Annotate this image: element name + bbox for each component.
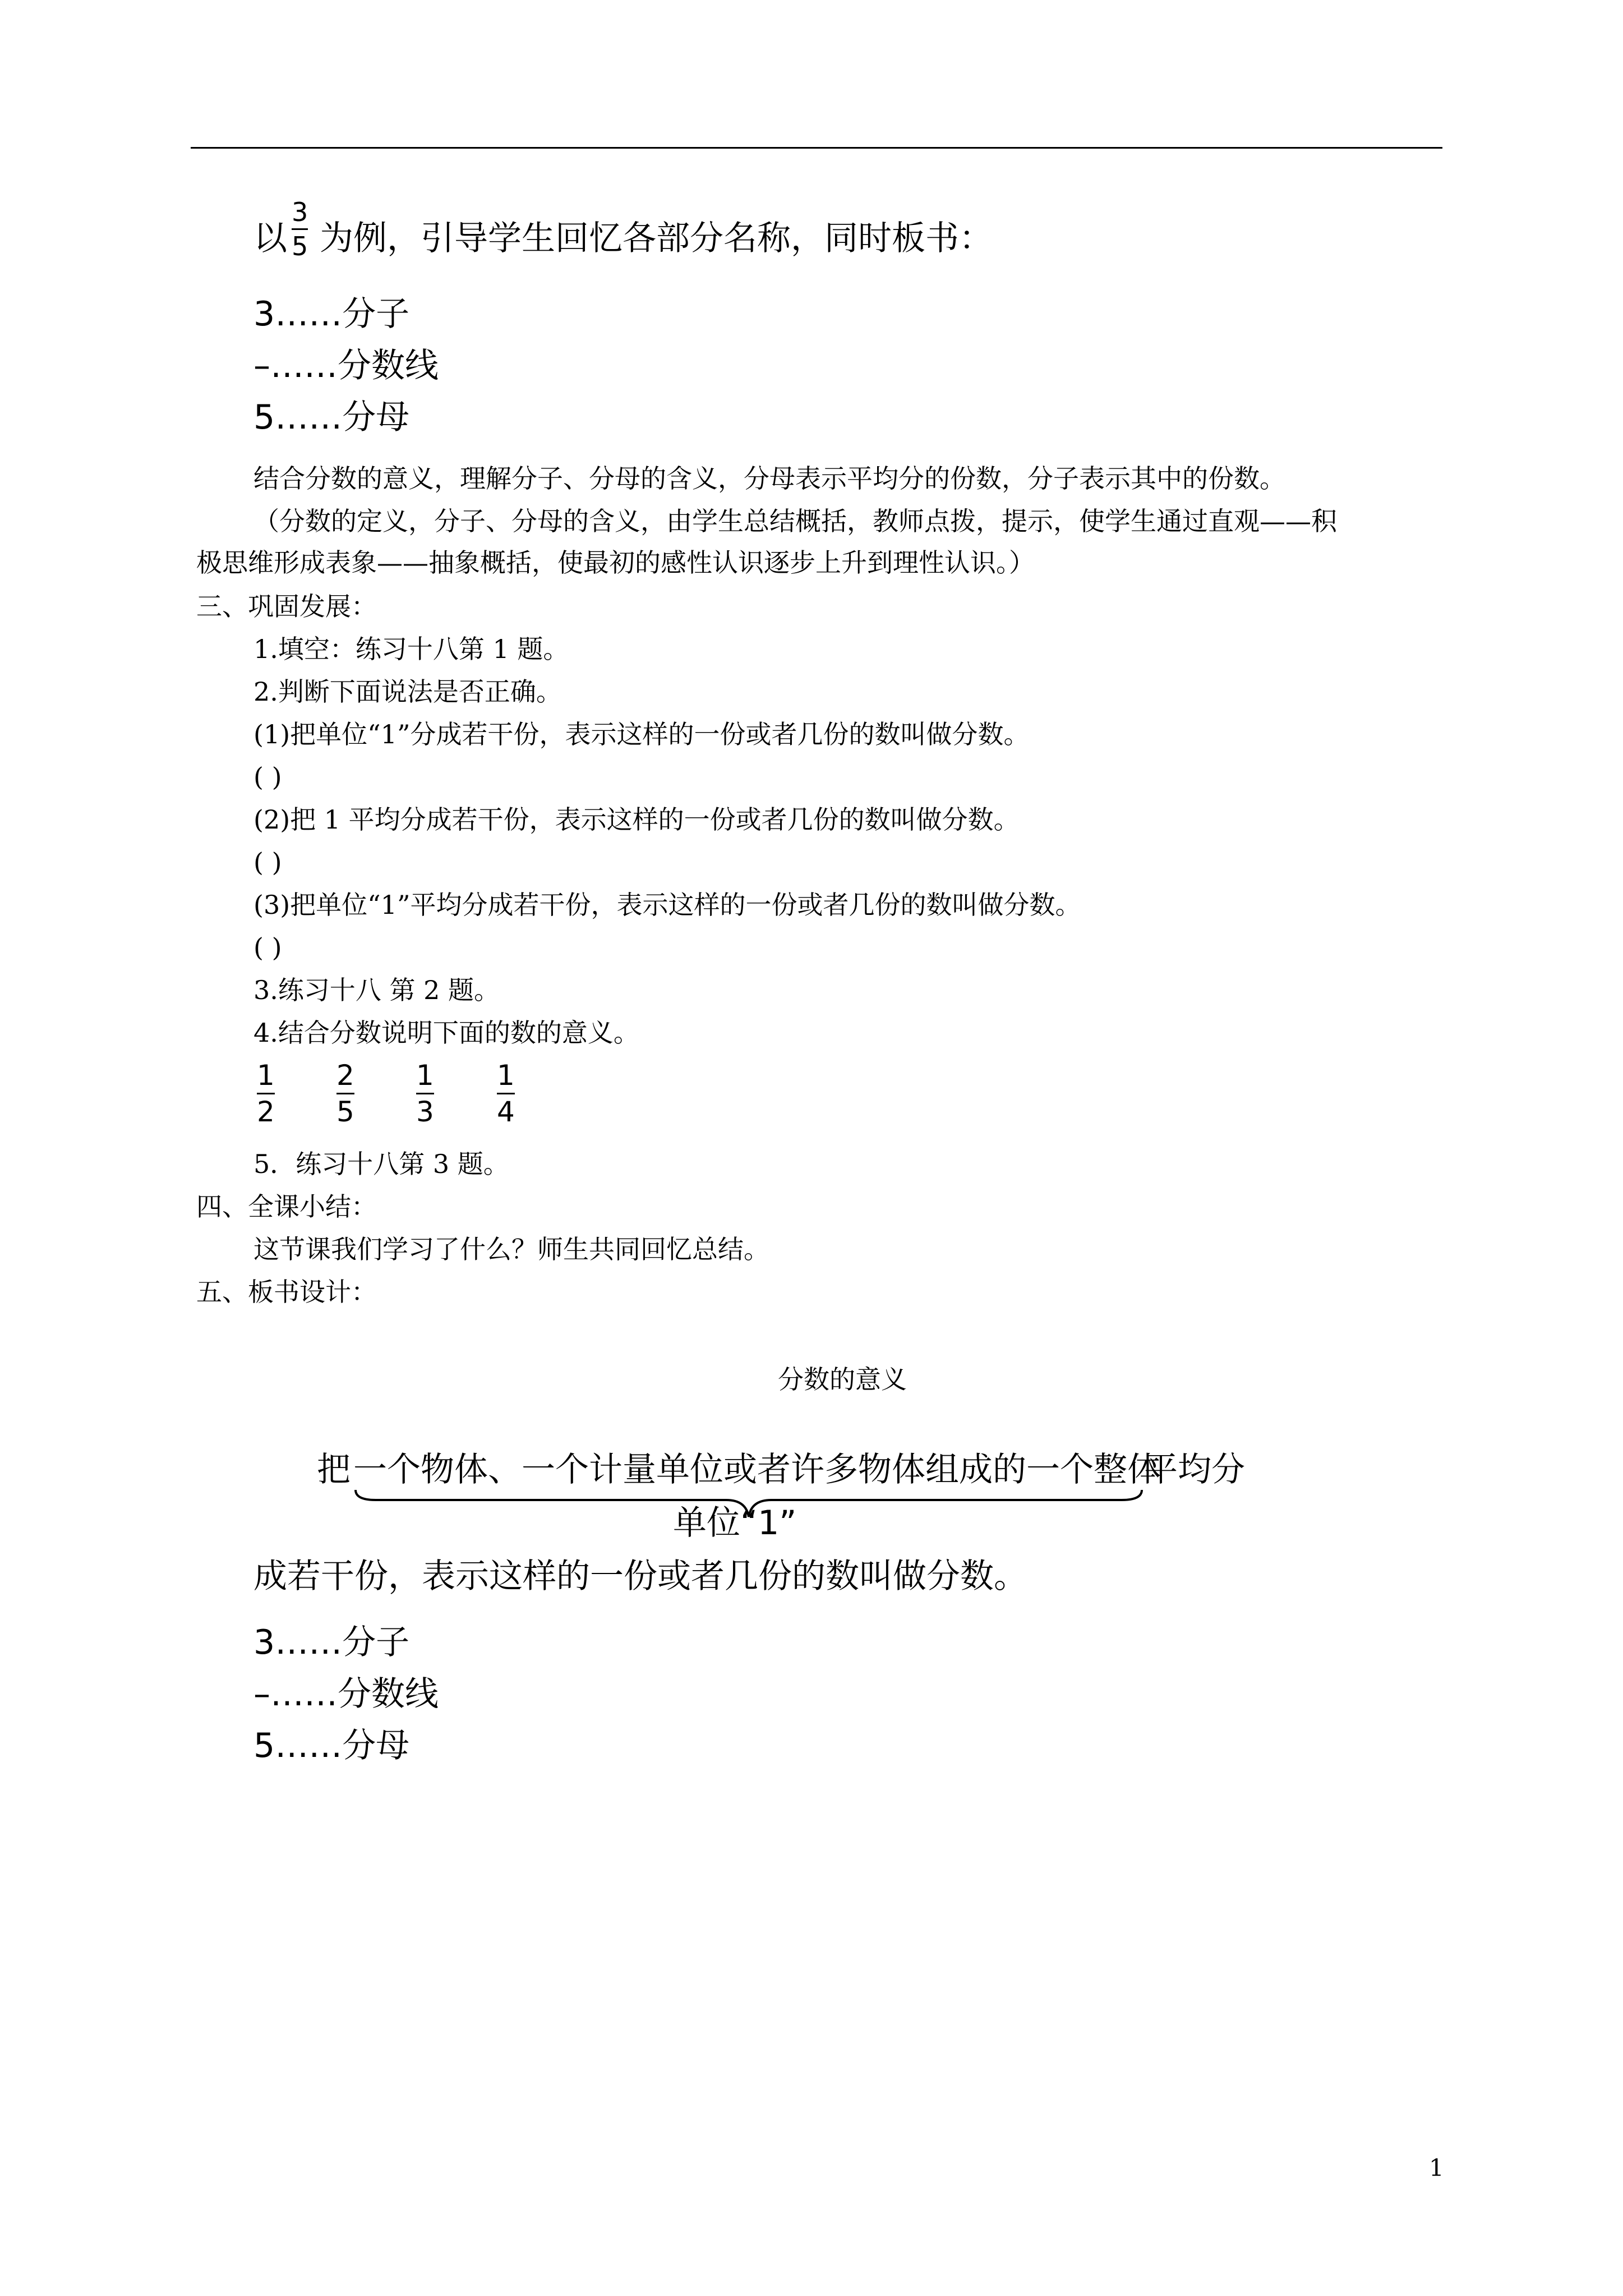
intro-fraction <box>292 199 308 259</box>
section-3-item: 5．练习十八第 3 题。 <box>253 1149 509 1179</box>
part-name: 分数线 <box>338 1674 439 1714</box>
section-3-item: (2)把 1 平均分成若干份，表示这样的一份或者几份的数叫做分数。 <box>253 804 1020 835</box>
paragraph-2-line-1: （分数的定义，分子、分母的含义，由学生总结概括，教师点拨，提示，使学生通过直观——积 <box>253 506 1337 536</box>
part-name: 分子 <box>342 295 410 334</box>
part-symbol: 5 <box>253 1726 275 1765</box>
part-symbol: – <box>253 346 270 385</box>
fraction-numerator: 1 <box>257 1059 275 1092</box>
part-dots: …… <box>275 1623 343 1662</box>
section-3-item: (1)把单位“1”分成若干份，表示这样的一份或者几份的数叫做分数。 <box>253 719 1030 749</box>
board-part-fraction-line <box>253 1674 439 1714</box>
header-rule <box>191 147 1442 149</box>
board-part-numerator <box>253 1623 410 1662</box>
fraction-bar <box>257 1093 275 1094</box>
fraction-one-third <box>416 1061 434 1126</box>
fraction-two-fifths <box>336 1061 354 1126</box>
part-fraction-line <box>253 346 439 385</box>
part-denominator <box>253 398 410 437</box>
board-line1-prefix: 把 <box>317 1450 351 1489</box>
section-3-heading: 三、巩固发展： <box>196 591 377 622</box>
part-name: 分子 <box>342 1623 410 1662</box>
part-symbol: – <box>253 1674 270 1714</box>
fraction-bar <box>336 1093 354 1094</box>
fraction-bar <box>497 1093 515 1094</box>
section-3-item: 2.判断下面说法是否正确。 <box>253 677 562 707</box>
part-symbol: 3 <box>253 295 275 334</box>
part-dots: …… <box>275 398 343 437</box>
part-dots: …… <box>270 1674 338 1714</box>
answer-blank: ( ) <box>253 932 282 963</box>
section-3-item: 1.填空：练习十八第 1 题。 <box>253 634 569 664</box>
answer-blank: ( ) <box>253 847 282 877</box>
page-number: 1 <box>1429 2154 1444 2182</box>
board-line2: 成若干份，表示这样的一份或者几份的数叫做分数。 <box>253 1557 1027 1596</box>
fraction-denominator: 4 <box>497 1096 515 1128</box>
paragraph-1: 结合分数的意义，理解分子、分母的含义，分母表示平均分的份数，分子表示其中的份数。 <box>253 463 1285 494</box>
part-symbol: 5 <box>253 398 275 437</box>
board-line1-suffix: 平均分 <box>1144 1450 1245 1489</box>
part-symbol: 3 <box>253 1623 275 1662</box>
part-numerator <box>253 295 410 334</box>
fraction-numerator: 1 <box>497 1059 515 1092</box>
section-4-heading: 四、全课小结： <box>196 1191 377 1222</box>
fraction-denominator: 5 <box>336 1096 354 1128</box>
section-3-item: 3.练习十八 第 2 题。 <box>253 975 500 1005</box>
fraction-denominator: 3 <box>416 1096 434 1128</box>
intro-prefix: 以 <box>253 219 287 258</box>
paragraph-2-line-2: 极思维形成表象——抽象概括，使最初的感性认识逐步上升到理性认识。） <box>196 547 1035 578</box>
part-dots: …… <box>270 346 338 385</box>
part-name: 分母 <box>342 1726 410 1765</box>
brace-label: 单位“1” <box>673 1503 797 1543</box>
intro-suffix: 为例，引导学生回忆各部分名称，同时板书： <box>320 219 993 258</box>
intro-fraction-denominator: 5 <box>292 231 308 261</box>
fraction-bar <box>416 1093 434 1094</box>
section-3-item: (3)把单位“1”平均分成若干份，表示这样的一份或者几份的数叫做分数。 <box>253 890 1081 920</box>
section-5-heading: 五、板书设计： <box>196 1277 377 1307</box>
part-dots: …… <box>275 295 343 334</box>
board-line1-braced: 一个物体、一个计量单位或者许多物体组成的一个整体 <box>353 1450 1161 1489</box>
fraction-numerator: 2 <box>336 1059 354 1092</box>
section-3-item: 4.结合分数说明下面的数的意义。 <box>253 1018 639 1048</box>
part-name: 分母 <box>342 398 410 437</box>
answer-blank: ( ) <box>253 762 282 792</box>
intro-fraction-numerator: 3 <box>292 197 308 227</box>
board-part-denominator <box>253 1726 410 1765</box>
board-title: 分数的意义 <box>778 1364 907 1395</box>
part-dots: …… <box>275 1726 343 1765</box>
fraction-denominator: 2 <box>257 1096 275 1128</box>
fraction-numerator: 1 <box>416 1059 434 1092</box>
part-name: 分数线 <box>338 346 439 385</box>
fraction-one-half <box>257 1061 275 1126</box>
section-4-text: 这节课我们学习了什么？师生共同回忆总结。 <box>253 1234 769 1264</box>
intro-fraction-bar <box>292 228 308 230</box>
fraction-one-quarter <box>497 1061 515 1126</box>
